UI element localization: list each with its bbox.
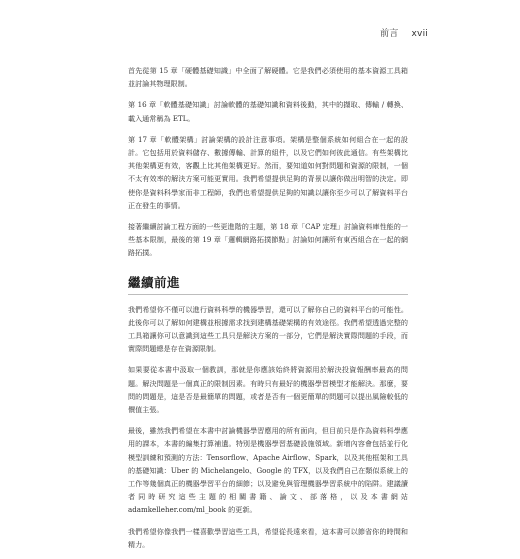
paragraph-chapter-15: 首先從第 15 章「硬體基礎知識」中全面了解硬體。它是我們必須使用的基本資源工具箱並討論其物理限制。 (128, 66, 408, 89)
paragraph-chapter-16: 第 16 章「軟體基礎知識」討論軟體的基礎知識和資料後動，其中的擷取、傳輸 / 轉換、載入通常稱為 ETL。 (128, 100, 408, 123)
paragraph-moving-forward-3: 最後，雖然我們希望在本書中討論機器學習應用的所有面向，但目前只是作為資料科學應用的課本，本書的編集打算補遺。特別是機器學習基礎設施領域。新增內容會包括並行化模型訓練和預測的方法：Tensorflow、Apache Airflow、Spark，以及其他框架和工具的基礎知識：Uber 的 Michelangelo、Google 的 TFX，以及我們自己在類似系統上的工作等幾個真正的機器學習平台的細節；以及避免與管理機器學習系統中的陷阱。建議讀者同時研究這些主題的相關書籍、論文、部落格，以及本書網站 adamkelleher.com/ml_book 的更新。 (128, 426, 408, 515)
paragraph-moving-forward-1: 我們希望你不僅可以進行資料科學的機器學習，還可以了解你自己的資料平台的可能性。此後你可以了解如何建構並根據需求找到建構基礎架構的有效途徑。我們希望透過完整的工具箱讓你可以意識到這些工具只是解決方案的一部分，它們是解決實際問題的手段，而實際問題總是存在資源限制。 (128, 304, 408, 354)
section-heading: 繼續前進 (128, 273, 408, 295)
paragraph-chapters-18-19: 接著繼續討論工程方面的一些更進階的主題，第 18 章「CAP 定理」討論資料庫性能的一些基本限制，最後的第 19 章「邏輯網路拓撲節點」討論如何讓所有東西組合在一起的網路拓撲。 (128, 222, 408, 258)
paragraph-moving-forward-2: 如果要從本書中汲取一個教訓，那就是你應該始終將資源用於解決投資報酬率最高的問題。解決問題是一個真正的限制因素。有時只有最好的機器學習模型才能解決。那麼，要問的問題是，這是否是最簡單的問題，或者是否有一個更簡單的問題可以提出風險較低的價值主張。 (128, 365, 408, 415)
paragraph-chapter-17: 第 17 章「軟體架構」討論架構的設計注意事項。架構是整個系統如何組合在一起的設計。它包括用於資料儲存、數據傳輸、計算的組件，以及它們如何彼此通信。有些架構比其他架構更有效，客觀上比其他架構更好。然而，要知道如何對問題和資源的限制，一個不太有效率的解決方案可能更實用。我們希望提供足夠的背景以讓你做出明智的決定。即使你是資料科學家而非工程師，我們也希望提供足夠的知識以讓你至少可以了解資料平台正在發生的事情。 (128, 134, 408, 210)
page-content (128, 64, 408, 559)
header-page-number: xvii (411, 29, 428, 39)
paragraph-moving-forward-4: 我們希望你像我們一樣喜歡學習這些工具，希望從長遠來看，這本書可以節省你的時間和精力。 (128, 526, 408, 549)
header-section-title: 前言 (380, 29, 399, 39)
running-header (370, 26, 428, 39)
